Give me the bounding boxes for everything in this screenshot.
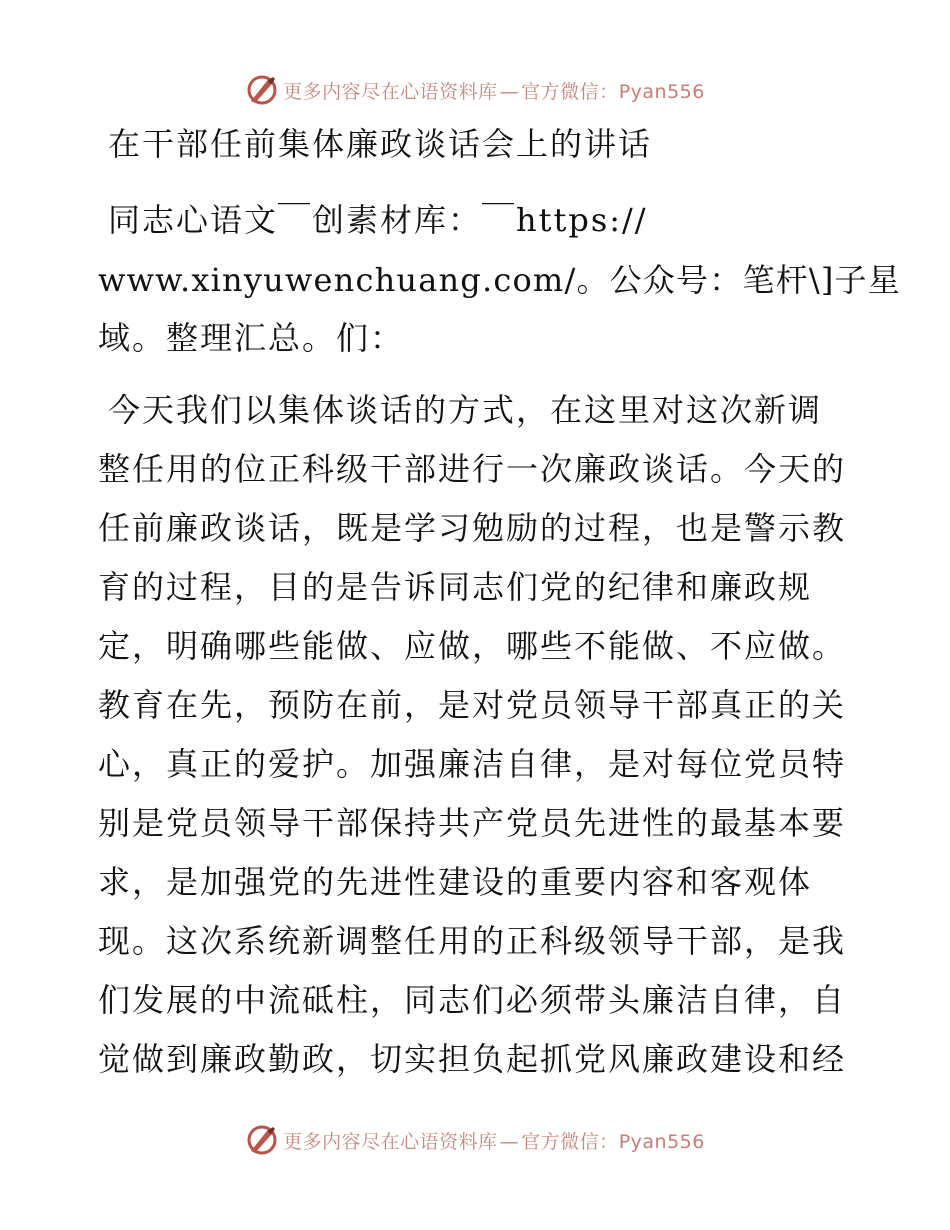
footer-banner xyxy=(0,1120,950,1160)
banner-main-text: 更多内容尽在心语资料库 xyxy=(283,80,498,103)
quill-pen-logo-icon xyxy=(245,73,279,107)
paragraph-line: 现。这次系统新调整任用的正科级领导干部，是我 xyxy=(98,922,847,960)
banner-label xyxy=(283,77,705,104)
banner-label xyxy=(283,1127,705,1154)
paragraph-line: 求，是加强党的先进性建设的重要内容和客观体 xyxy=(98,863,813,901)
salutation-line-1: 同志心语文￣创素材库：￣https:// xyxy=(108,201,648,239)
paragraph-line: 教育在先，预防在前，是对党员领导干部真正的关 xyxy=(98,686,847,724)
banner-account: Pyan556 xyxy=(618,80,705,103)
paragraph-line: 们发展的中流砥柱，同志们必须带头廉洁自律，自 xyxy=(98,981,847,1019)
banner-official-text: 官方微信： xyxy=(521,80,619,103)
quill-pen-logo-icon xyxy=(245,1123,279,1157)
paragraph-line: 今天我们以集体谈话的方式，在这里对这次新调 xyxy=(108,391,823,429)
paragraph-line: 心，真正的爱护。加强廉洁自律，是对每位党员特 xyxy=(98,745,847,783)
paragraph-line: 别是党员领导干部保持共产党员先进性的最基本要 xyxy=(98,804,847,842)
header-banner xyxy=(0,70,950,110)
paragraph-line: 觉做到廉政勤政，切实担负起抓党风廉政建设和经 xyxy=(98,1040,847,1078)
paragraph-line: 育的过程，目的是告诉同志们党的纪律和廉政规 xyxy=(98,568,813,606)
paragraph-line: 任前廉政谈话，既是学习勉励的过程，也是警示教 xyxy=(98,509,847,547)
banner-dash: — xyxy=(499,1130,520,1153)
paragraph-line: 定，明确哪些能做、应做，哪些不能做、不应做。 xyxy=(98,627,847,665)
paragraph-line: 整任用的位正科级干部进行一次廉政谈话。今天的 xyxy=(98,450,847,488)
banner-account: Pyan556 xyxy=(618,1130,705,1153)
banner-main-text: 更多内容尽在心语资料库 xyxy=(283,1130,498,1153)
salutation-line-3: 域。整理汇总。们： xyxy=(98,319,405,357)
banner-official-text: 官方微信： xyxy=(521,1130,619,1153)
salutation-line-2: www.xinyuwenchuang.com/。公众号：笔杆\]子星 xyxy=(98,261,901,299)
banner-dash: — xyxy=(499,80,520,103)
document-title: 在干部任前集体廉政谈话会上的讲话 xyxy=(108,125,653,163)
